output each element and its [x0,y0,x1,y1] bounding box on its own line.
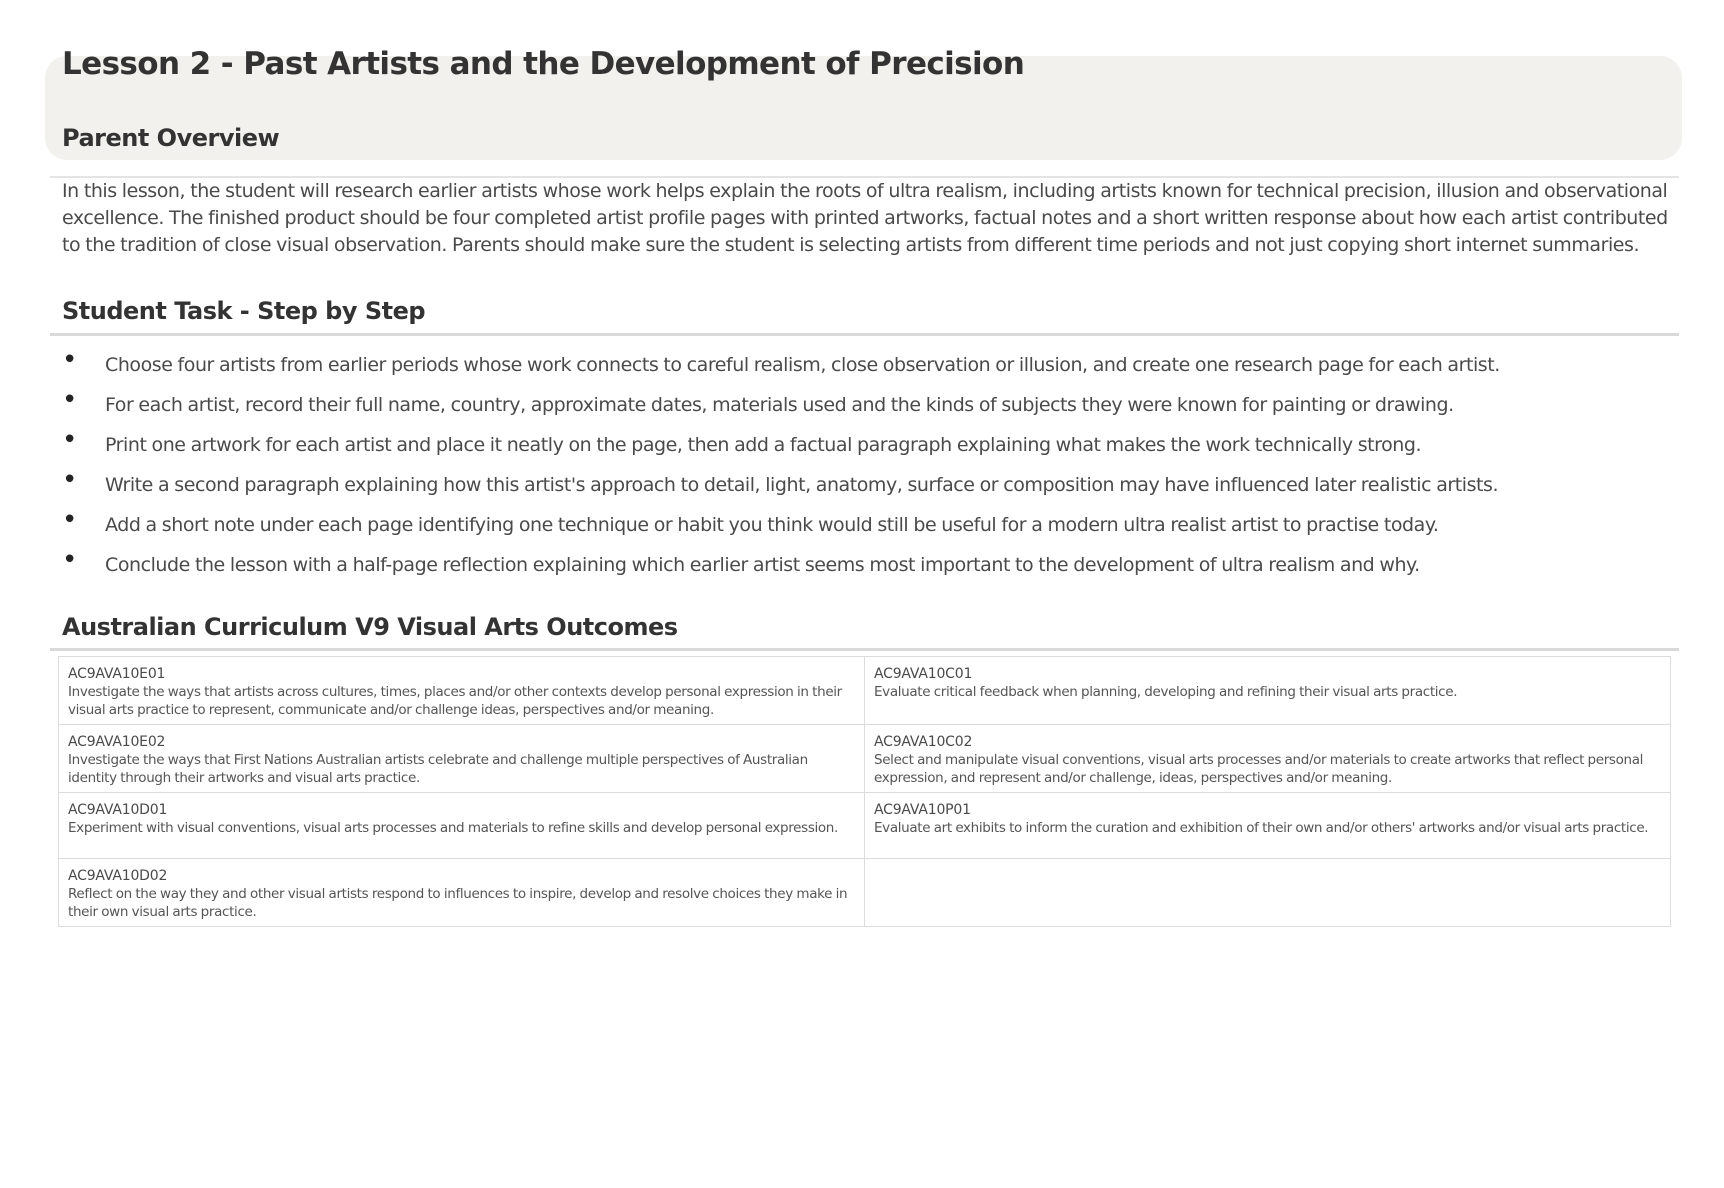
outcome-description: Investigate the ways that First Nations Australian artists celebrate and challenge multiple perspectives of Australian identity through their artworks and visual arts practice. [68,752,808,786]
outcome-description: Select and manipulate visual conventions, visual arts processes and/or materials to create artworks that reflect personal expression, and represent and/or challenge, ideas, perspectives and/or meaning. [874,752,1644,786]
parent-overview-heading: Parent Overview [62,124,280,152]
task-item: • For each artist, record their full name, country, approximate dates, materials used and the kinds of subjects they were known for painting or drawing. [62,385,1454,416]
outcome-code: AC9AVA10P01 [874,802,971,818]
outcomes-divider [50,648,1679,651]
outcome-description: Experiment with visual conventions, visual arts processes and materials to refine skills and develop personal expression. [68,820,838,836]
outcome-description: Evaluate art exhibits to inform the curation and exhibition of their own and/or others' artworks and/or visual arts practice. [874,820,1649,836]
outcome-code: AC9AVA10D01 [68,802,168,818]
task-item: • Write a second paragraph explaining how this artist's approach to detail, light, anatomy, surface or composition may have influenced later realistic artists. [62,465,1499,496]
table-row [59,657,1671,725]
outcome-cell [865,725,1671,793]
bullet-icon: • [62,425,77,455]
student-task-list [62,345,1682,590]
bullet-icon: • [62,505,77,535]
outcome-cell [59,657,865,725]
table-row [59,859,1671,927]
bullet-icon: • [62,385,77,415]
outcomes-table [58,656,1671,927]
task-item: • Conclude the lesson with a half-page reflection explaining which earlier artist seems most important to the development of ultra realism and why. [62,545,1420,576]
parent-overview-text: In this lesson, the student will research earlier artists whose work helps explain the roots of ultra realism, including artists known for technical precision, illusion and observational excellence. The finished product should be four completed artist profile pages with printed artworks, factual notes and a short written response about how each artist contributed to the tradition of close visual observation. Parents should make sure the student is selecting artists from different time periods and not just copying short internet summaries. [62,180,1668,256]
student-task-divider [50,333,1679,336]
outcome-cell [865,657,1671,725]
outcome-description: Investigate the ways that artists across cultures, times, places and/or other contexts develop personal expression in their visual arts practice to represent, communicate and/or challenge ideas, perspectives and/or meaning. [68,684,842,718]
outcome-description: Evaluate critical feedback when planning, developing and refining their visual arts practice. [874,684,1458,700]
task-item: • Print one artwork for each artist and place it neatly on the page, then add a factual paragraph explaining what makes the work technically strong. [62,425,1422,456]
bullet-icon: • [62,345,77,375]
bullet-icon: • [62,465,77,495]
outcome-code: AC9AVA10C01 [874,666,973,682]
outcomes-heading: Australian Curriculum V9 Visual Arts Outcomes [62,613,678,641]
table-row [59,725,1671,793]
lesson-title: Lesson 2 - Past Artists and the Development of Precision [62,46,1025,82]
outcome-description: Reflect on the way they and other visual artists respond to influences to inspire, develop and resolve choices they make in their own visual arts practice. [68,886,848,920]
bullet-icon: • [62,545,77,575]
outcome-cell [59,859,865,927]
task-item: • Choose four artists from earlier periods whose work connects to careful realism, close observation or illusion, and create one research page for each artist. [62,345,1500,376]
outcome-cell-empty [865,859,1671,927]
table-row [59,793,1671,859]
outcome-code: AC9AVA10C02 [874,734,973,750]
outcome-code: AC9AVA10D02 [68,868,168,884]
outcome-code: AC9AVA10E01 [68,666,166,682]
outcome-cell [59,725,865,793]
outcome-cell [865,793,1671,859]
task-item: • Add a short note under each page identifying one technique or habit you think would still be useful for a modern ultra realist artist to practise today. [62,505,1439,536]
outcome-code: AC9AVA10E02 [68,734,166,750]
outcome-cell [59,793,865,859]
student-task-heading: Student Task - Step by Step [62,297,426,325]
